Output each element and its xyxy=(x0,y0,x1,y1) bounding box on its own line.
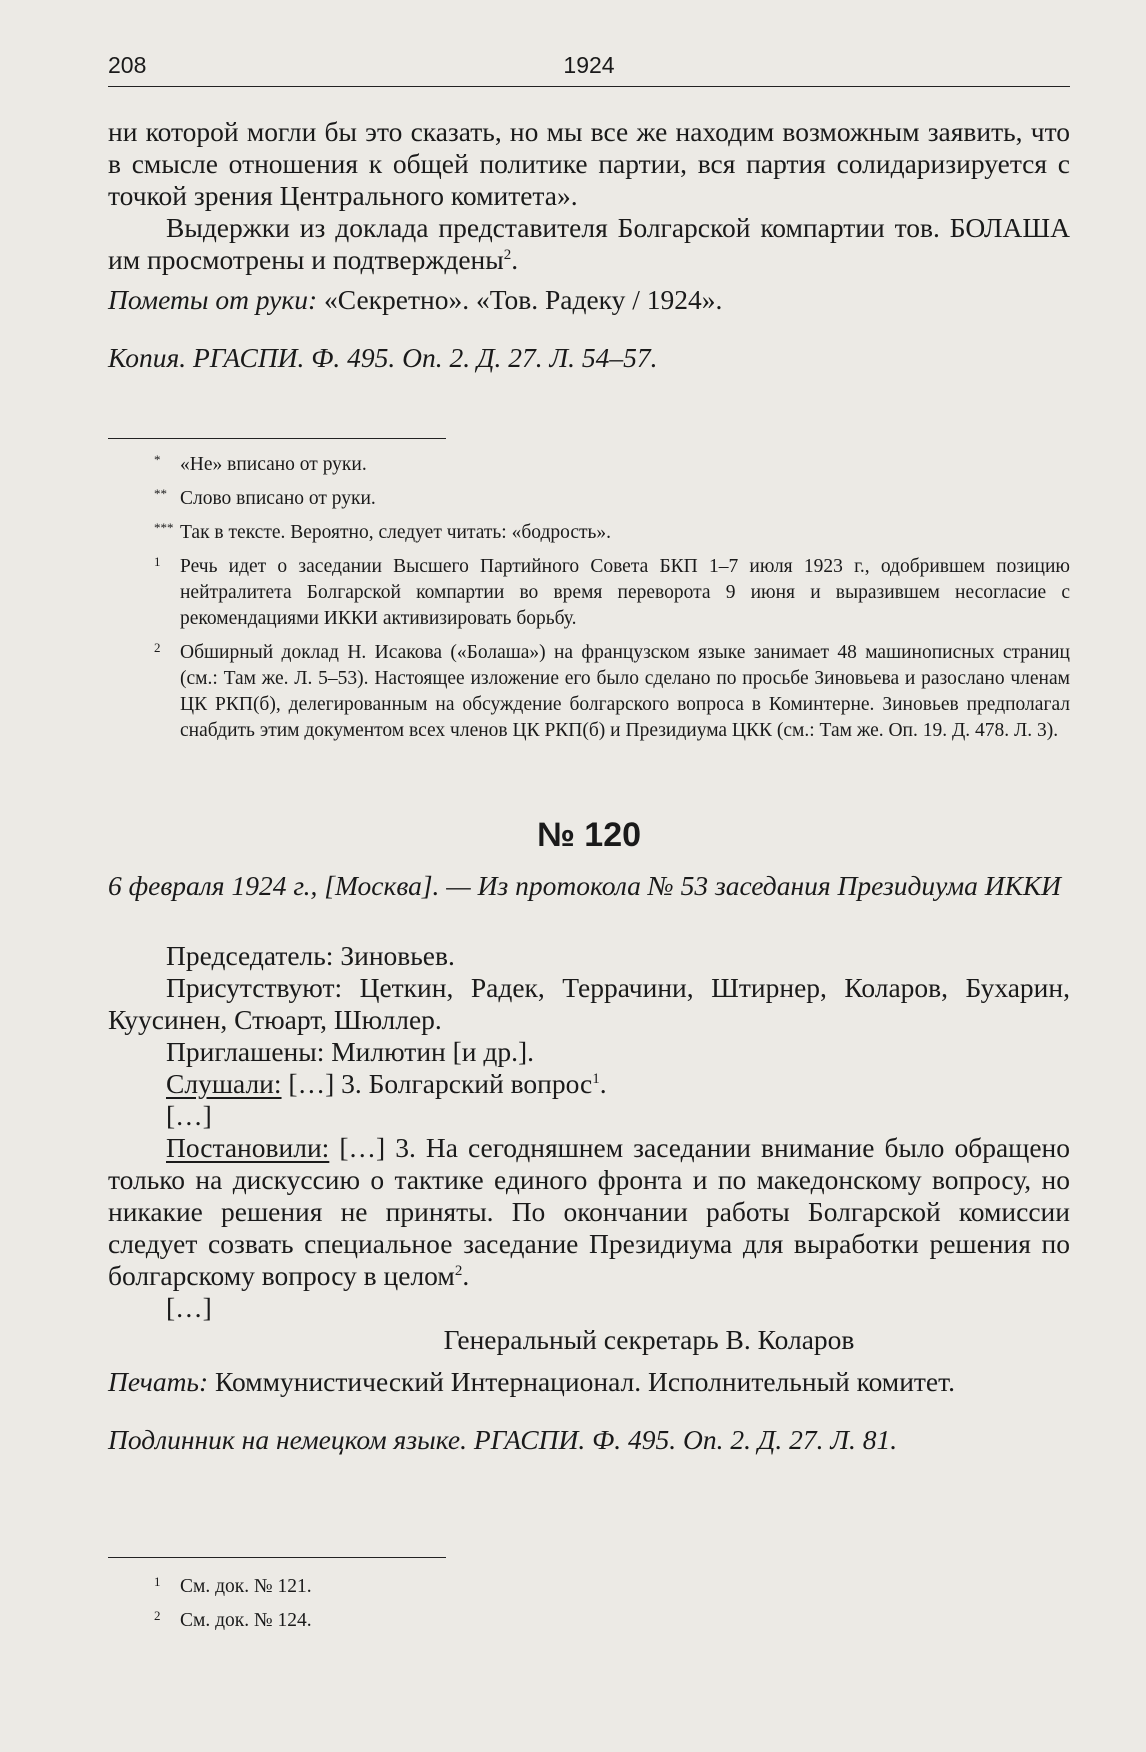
document-body xyxy=(108,870,1070,1456)
paragraph-extracts: Выдержки из доклада представителя Болгарской компартии тов. БОЛАША им просмотрены и подтверждены$^2$. xyxy=(108,212,1070,275)
chairman-line: Председатель: Зиновьев. xyxy=(166,940,455,971)
footnote-text: См. док. № 121. xyxy=(180,1576,312,1597)
footnote-text: «Не» вписано от руки. xyxy=(180,454,367,475)
footnote xyxy=(108,554,1070,632)
footnote-text: Речь идет о заседании Высшего Партийного Совета БКП 1–7 июля 1923 г., одобрившем позицию нейтралитета Болгарской компартии во время переворота 9 июня и выразившем несогласие с рекомендациями ИККИ активизировать борьбу. xyxy=(180,556,1070,629)
footnote xyxy=(108,520,1070,546)
footnote-text: Слово вписано от руки. xyxy=(180,488,376,509)
footnote xyxy=(108,1608,1070,1634)
footnote xyxy=(108,452,1070,478)
footnote-text: Так в тексте. Вероятно, следует читать: «бодрость». xyxy=(180,522,612,543)
note-ref: 2 xyxy=(454,1262,463,1279)
footnotes-block xyxy=(108,1574,1070,1642)
footnote-mark: ** xyxy=(154,486,167,501)
footnote xyxy=(108,1574,1070,1600)
footnote-mark: 2 xyxy=(154,1608,161,1623)
footnote-rule xyxy=(108,438,446,439)
handwritten-marks: Пометы от руки: «Секретно». «Тов. Радеку / 1924». xyxy=(108,284,723,315)
heard-label: Слушали: xyxy=(166,1068,282,1099)
original-reference: Подлинник на немецком языке. РГАСПИ. Ф. 495. Оп. 2. Д. 27. Л. 81. xyxy=(108,1424,898,1455)
footnote-rule xyxy=(108,1557,446,1558)
document-heading: 6 февраля 1924 г., [Москва]. — Из протокола № 53 заседания Президиума ИККИ xyxy=(108,870,1062,901)
footnote xyxy=(108,486,1070,512)
ellipsis: […] xyxy=(166,1292,212,1323)
footnote xyxy=(108,640,1070,744)
signature-line: Генеральный секретарь В. Коларов xyxy=(443,1324,855,1355)
footnote-mark: * xyxy=(154,452,161,467)
heard-line: Слушали: […] 3. Болгарский вопрос$^1$. xyxy=(166,1068,607,1099)
footnote-text: См. док. № 124. xyxy=(180,1610,312,1631)
footnote-mark: *** xyxy=(154,520,174,535)
note-ref: 2 xyxy=(503,246,512,263)
running-head-year: 1924 xyxy=(563,52,615,78)
page-number: 208 xyxy=(108,52,147,78)
present-line: Присутствуют: Цеткин, Радек, Террачини, Штирнер, Коларов, Бухарин, Куусинен, Стюарт, Шюллер. xyxy=(108,972,1070,1035)
note-ref: 1 xyxy=(592,1070,600,1087)
footnote-text: Обширный доклад Н. Исакова («Болаша») на французском языке занимает 48 машинописных страниц (см.: Там же. Л. 5–53). Настоящее изложение его было сделано по просьбе Зиновьева и разослано членам ЦК РКП(б), делегированным на обсуждение болгарского вопроса в Коминтерне. Зиновьев предполагал снабдить этим документом всех членов ЦК РКП(б) и Президиума ЦКК (см.: Там же. Оп. 19. Д. 478. Л. 3). xyxy=(180,642,1070,741)
footnote-mark: 1 xyxy=(154,554,161,569)
marks-label: Пометы от руки: xyxy=(108,284,318,315)
header-rule xyxy=(108,86,1070,87)
ellipsis: […] xyxy=(166,1100,212,1131)
document-number: № 120 xyxy=(536,816,642,854)
print-line: Печать: Коммунистический Интернационал. Исполнительный комитет. xyxy=(108,1366,955,1397)
resolved-paragraph: Постановили: […] 3. На сегодняшнем заседании внимание было обращено только на дискуссию о тактике единого фронта и по македонскому вопросу, но никакие решения не приняты. По окончании работы Болгарской комиссии следует созвать специальное заседание Президиума для выработки решения по болгарскому вопросу в целом$^2$. xyxy=(108,1132,1070,1291)
footnote-mark: 1 xyxy=(154,1574,161,1589)
resolved-label: Постановили: xyxy=(166,1132,330,1163)
invited-line: Приглашены: Милютин [и др.]. xyxy=(166,1036,535,1067)
continuation-text xyxy=(108,116,1070,374)
paragraph-continuation: ни которой могли бы это сказать, но мы все же находим возможным заявить, что в смысле отношения к общей политике партии, вся партия солидаризируется с точкой зрения Центрального комитета». xyxy=(108,116,1070,211)
page-header xyxy=(108,52,1070,88)
archive-reference: Копия. РГАСПИ. Ф. 495. Оп. 2. Д. 27. Л. 54–57. xyxy=(108,342,658,373)
footnote-mark: 2 xyxy=(154,640,161,655)
print-label: Печать: xyxy=(108,1366,209,1397)
footnotes-block xyxy=(108,452,1070,752)
